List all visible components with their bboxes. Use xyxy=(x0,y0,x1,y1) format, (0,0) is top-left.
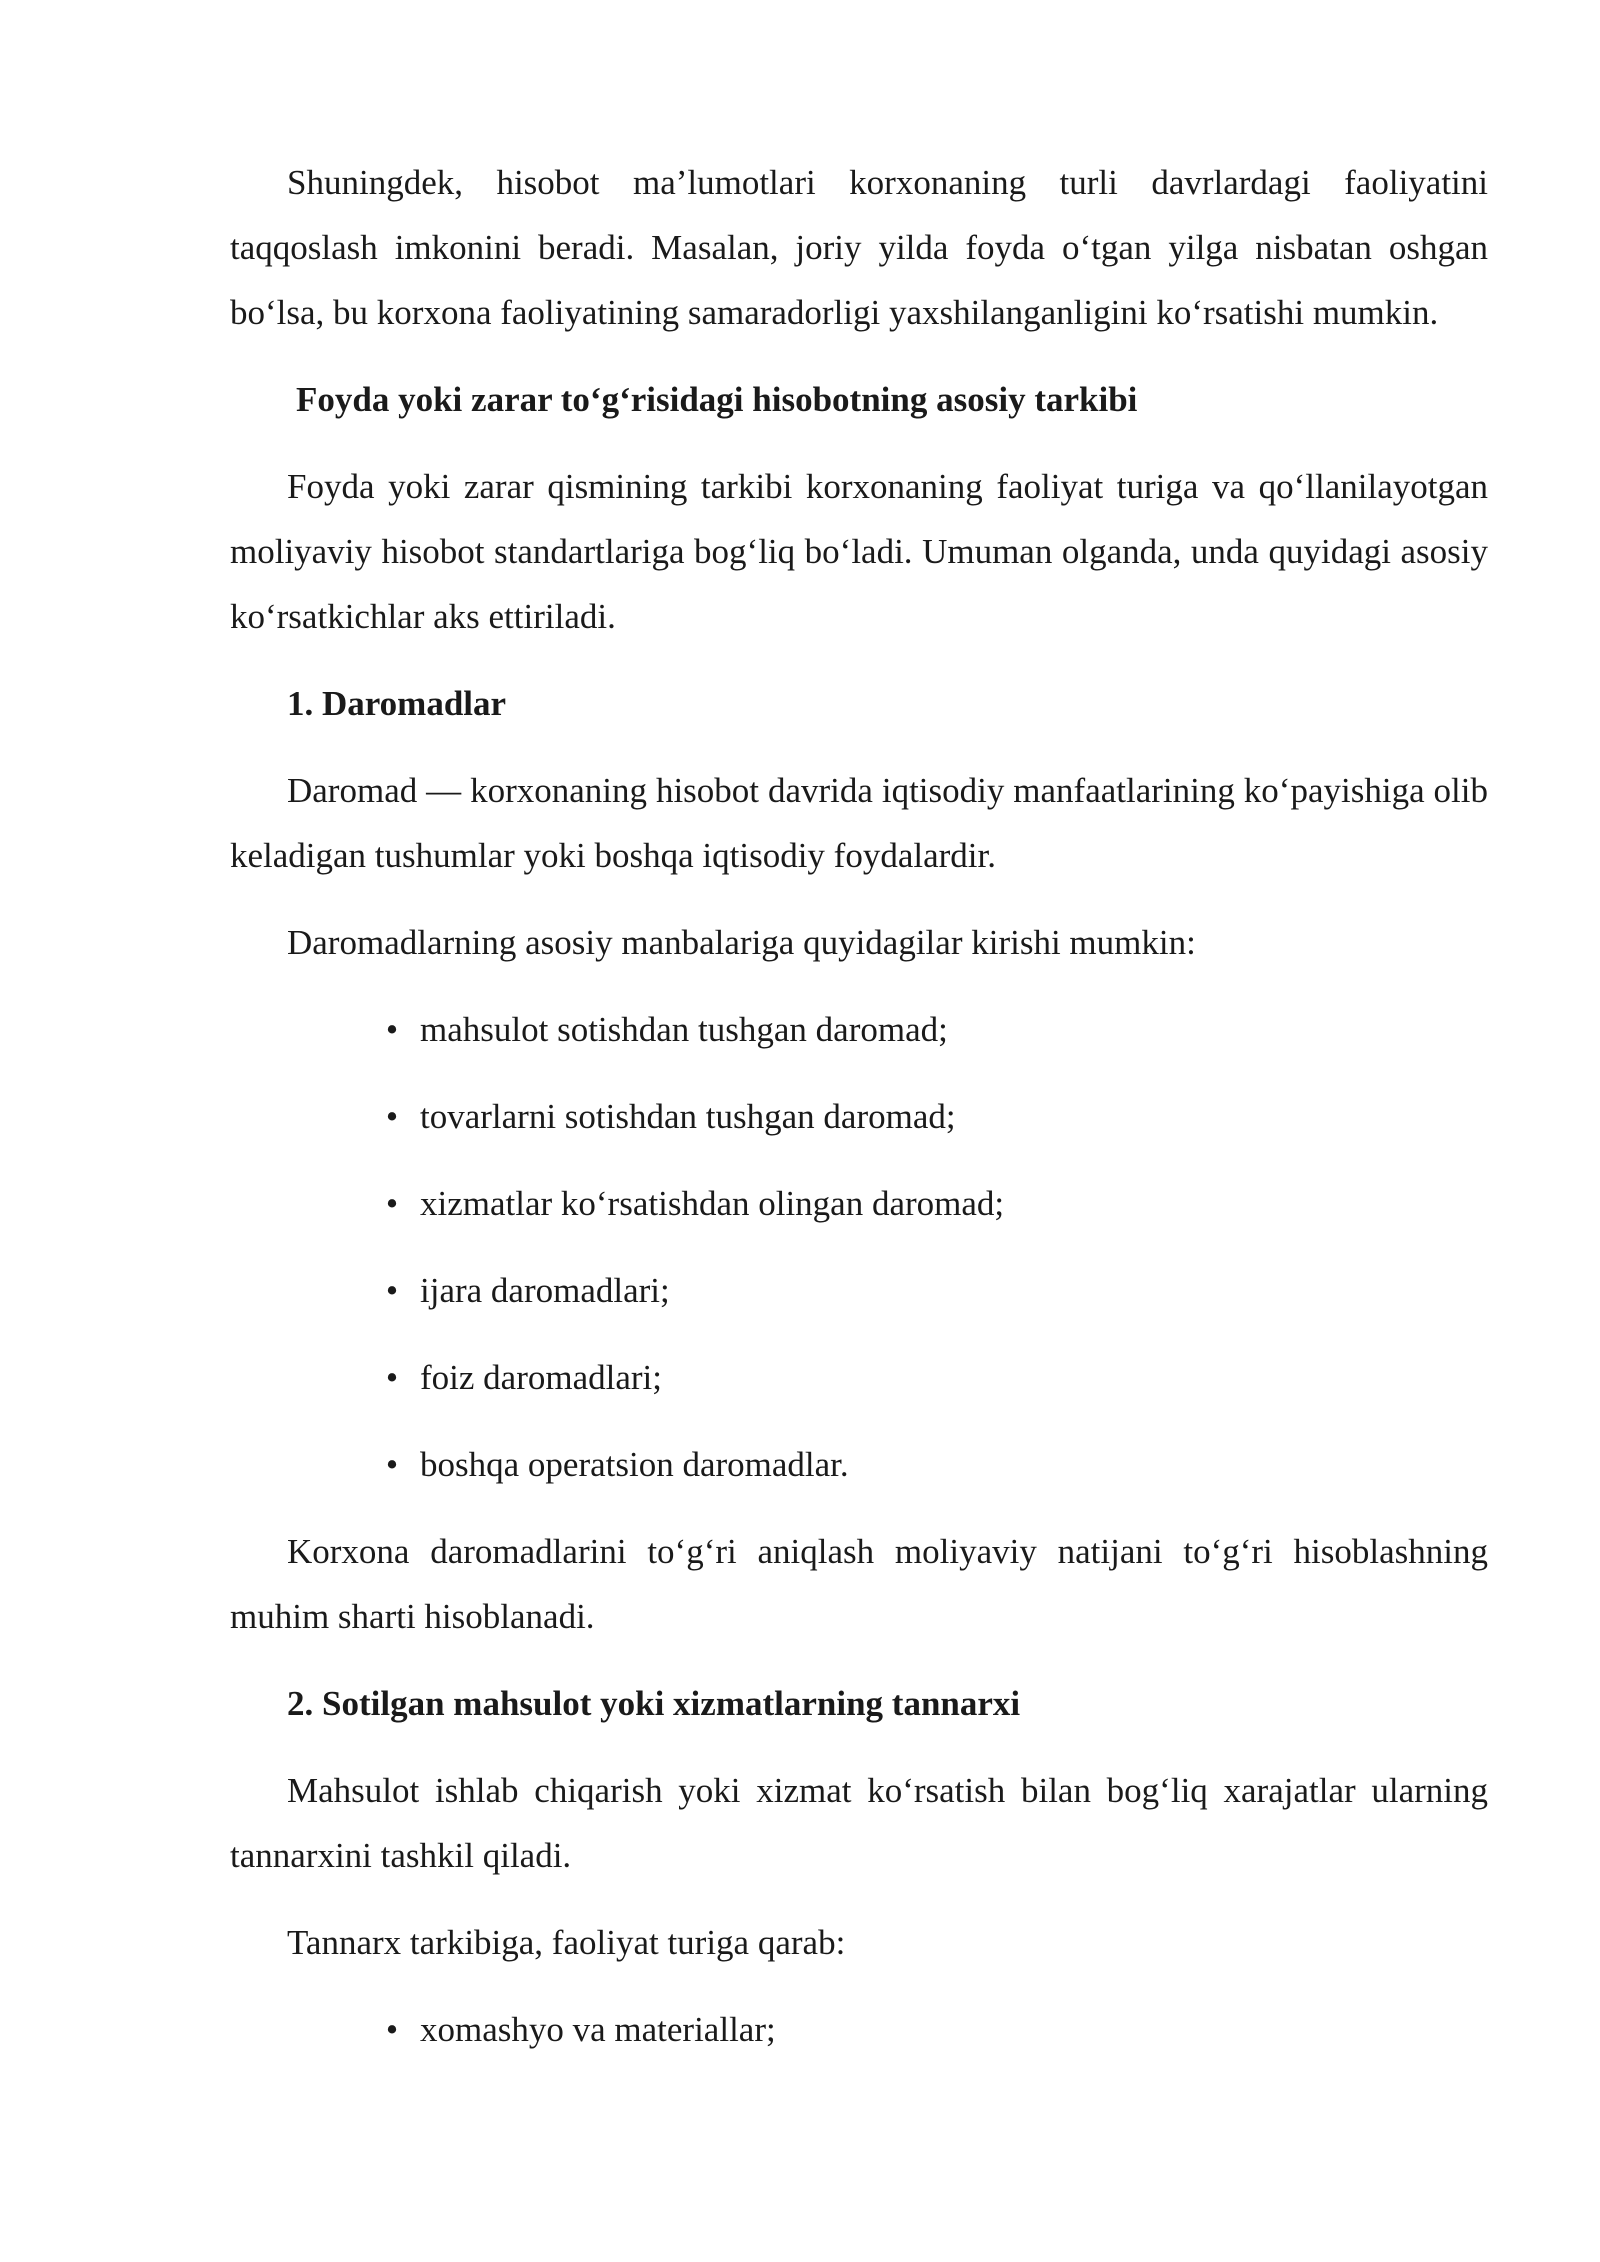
bullet-icon: • xyxy=(385,1097,399,1136)
bullet-icon: • xyxy=(385,1010,399,1049)
list-item xyxy=(230,997,1488,1062)
bullet-icon: • xyxy=(385,1358,399,1397)
list-item xyxy=(230,1345,1488,1410)
daromad-sources-list xyxy=(230,997,1488,1497)
bullet-icon: • xyxy=(385,1271,399,1310)
bullet-icon: • xyxy=(385,1184,399,1223)
daromad-definition: Daromad — korxonaning hisobot davrida iqtisodiy manfaatlarining ko‘payishiga olib keladigan tushumlar yoki boshqa iqtisodiy foydalardir. xyxy=(230,771,1488,875)
list-item xyxy=(230,1171,1488,1236)
list-item-text: boshqa operatsion daromadlar. xyxy=(420,1445,849,1484)
tannarx-list-intro: Tannarx tarkibiga, faoliyat turiga qarab: xyxy=(287,1923,846,1962)
bullet-icon: • xyxy=(385,2010,399,2049)
list-item-text: xomashyo va materiallar; xyxy=(420,2010,776,2049)
list-item-text: foiz daromadlari; xyxy=(420,1358,662,1397)
intro-paragraph: Shuningdek, hisobot ma’lumotlari korxonaning turli davrlardagi faoliyatini taqqoslash imkonini beradi. Masalan, joriy yilda foyda o‘tgan yilga nisbatan oshgan bo‘lsa, bu korxona faoliyatining samaradorligi yaxshilanganligini ko‘rsatishi mumkin. xyxy=(230,163,1488,332)
list-item xyxy=(230,1258,1488,1323)
tannarx-components-list xyxy=(230,1997,1488,2062)
bullet-icon: • xyxy=(385,1445,399,1484)
list-item xyxy=(230,1084,1488,1149)
list-item xyxy=(230,1432,1488,1497)
daromad-list-intro: Daromadlarning asosiy manbalariga quyidagilar kirishi mumkin: xyxy=(287,923,1196,962)
subsection-heading-daromadlar: 1. Daromadlar xyxy=(287,684,507,723)
list-item-text: xizmatlar ko‘rsatishdan olingan daromad; xyxy=(420,1184,1005,1223)
subsection-heading-tannarx: 2. Sotilgan mahsulot yoki xizmatlarning tannarxi xyxy=(287,1684,1021,1723)
section-paragraph: Foyda yoki zarar qismining tarkibi korxonaning faoliyat turiga va qo‘llanilayotgan moliyaviy hisobot standartlariga bog‘liq bo‘ladi. Umuman olganda, unda quyidagi asosiy ko‘rsatkichlar aks ettiriladi. xyxy=(230,467,1488,636)
list-item xyxy=(230,1997,1488,2062)
document-page xyxy=(230,150,1488,2062)
list-item-text: mahsulot sotishdan tushgan daromad; xyxy=(420,1010,948,1049)
section-heading: Foyda yoki zarar to‘g‘risidagi hisobotning asosiy tarkibi xyxy=(296,380,1138,419)
tannarx-definition: Mahsulot ishlab chiqarish yoki xizmat ko‘rsatish bilan bog‘liq xarajatlar ularning tannarxini tashkil qiladi. xyxy=(230,1771,1488,1875)
daromad-conclusion: Korxona daromadlarini to‘g‘ri aniqlash moliyaviy natijani to‘g‘ri hisoblashning muhim sharti hisoblanadi. xyxy=(230,1532,1488,1636)
list-item-text: ijara daromadlari; xyxy=(420,1271,670,1310)
list-item-text: tovarlarni sotishdan tushgan daromad; xyxy=(420,1097,956,1136)
